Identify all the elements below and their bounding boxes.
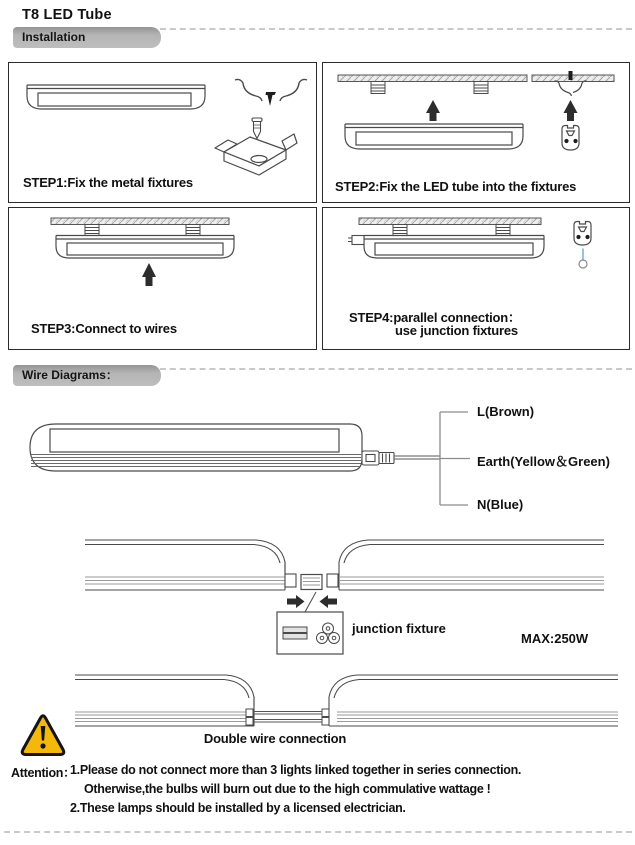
end-cap-pin [576, 235, 580, 239]
wire-channel [337, 712, 618, 722]
page-title: T8 LED Tube [22, 7, 112, 23]
end-cap-pin [573, 139, 577, 143]
wire-channel [75, 712, 246, 722]
max-power-label: MAX:250W [521, 631, 589, 646]
power-plug-icon [348, 236, 364, 245]
step3-caption: STEP3:Connect to wires [31, 321, 177, 336]
step1-caption: STEP1:Fix the metal fixtures [23, 175, 193, 190]
tube-socket [327, 574, 338, 587]
led-tube-side-icon [56, 236, 234, 259]
installation-divider-line [150, 28, 632, 30]
ceiling-strip [338, 75, 614, 82]
wire-label-earth: Earth(Yellow＆Green) [477, 454, 610, 469]
right-tube [339, 540, 604, 590]
warning-triangle-icon [19, 713, 67, 763]
step3-panel [8, 207, 317, 350]
step4-caption-line2: use junction fixtures [395, 323, 518, 338]
up-arrow-icon [564, 100, 578, 121]
tube-socket [285, 574, 296, 587]
wire-channel [339, 577, 604, 584]
section-tab-wire-diagrams: Wire Diagrams： [13, 365, 161, 386]
callout-line [305, 592, 316, 612]
ceiling-strip [359, 218, 541, 225]
step4-caption-line1: STEP4:parallel connection： [349, 310, 521, 325]
bottom-divider-line [4, 831, 632, 833]
tube-end-cap-icon [574, 222, 591, 246]
ceiling-clips [85, 225, 200, 236]
up-arrow-icon [142, 263, 156, 286]
ceiling-clips [393, 225, 510, 236]
ceiling-clips [371, 82, 488, 94]
led-tube-side-icon [345, 124, 523, 149]
screw-icon [266, 92, 277, 106]
wire-diagrams-divider-line [150, 368, 632, 370]
tube-connector-plug-icon [362, 451, 394, 465]
attention-label: Attention： [11, 766, 76, 780]
screw-icon [569, 71, 573, 80]
section-tab-installation: Installation [13, 27, 161, 48]
double-wire-caption: Double wire connection [203, 731, 347, 746]
step2-caption: STEP2:Fix the LED tube into the fixtures [335, 179, 577, 194]
attention-item2: 2.These lamps should be installed by a licensed electrician. [70, 801, 406, 815]
wire-terminal-ring [579, 260, 587, 268]
step2-panel [322, 62, 630, 203]
left-tube [85, 540, 285, 590]
wire-label-live: L(Brown) [477, 404, 535, 419]
end-cap-pin [585, 235, 589, 239]
screw-3d-icon [252, 118, 262, 139]
attention-item1-line1: 1.Please do not connect more than 3 lights linked together in series connection. [70, 763, 522, 777]
wire-channel [85, 577, 285, 584]
junction-fixture-label: junction fixture [352, 621, 446, 636]
double-wires [253, 712, 322, 723]
wire-label-neutral: N(Blue) [477, 497, 524, 512]
tube-end-cap-icon [562, 126, 579, 151]
ceiling-strip [51, 218, 229, 225]
mounting-clip-profile-icon [554, 81, 587, 96]
cable [394, 456, 440, 459]
right-arrow-icon [287, 595, 305, 608]
attention-item1-line2: Otherwise,the bulbs will burn out due to the high commulative wattage ! [84, 782, 491, 796]
bar-connector-icon [283, 627, 307, 639]
left-arrow-icon [320, 595, 338, 608]
led-tube-icon [30, 424, 362, 471]
up-arrow-icon [426, 100, 440, 121]
wire-branch-lines [440, 412, 470, 505]
metal-fixture-3d-icon [215, 134, 297, 175]
end-cap-pin [564, 139, 568, 143]
double-wire-diagram [0, 668, 635, 732]
step4-panel [322, 207, 630, 350]
step1-panel [8, 62, 317, 203]
led-tube-side-icon [27, 85, 205, 109]
led-tube-side-icon [364, 236, 544, 259]
